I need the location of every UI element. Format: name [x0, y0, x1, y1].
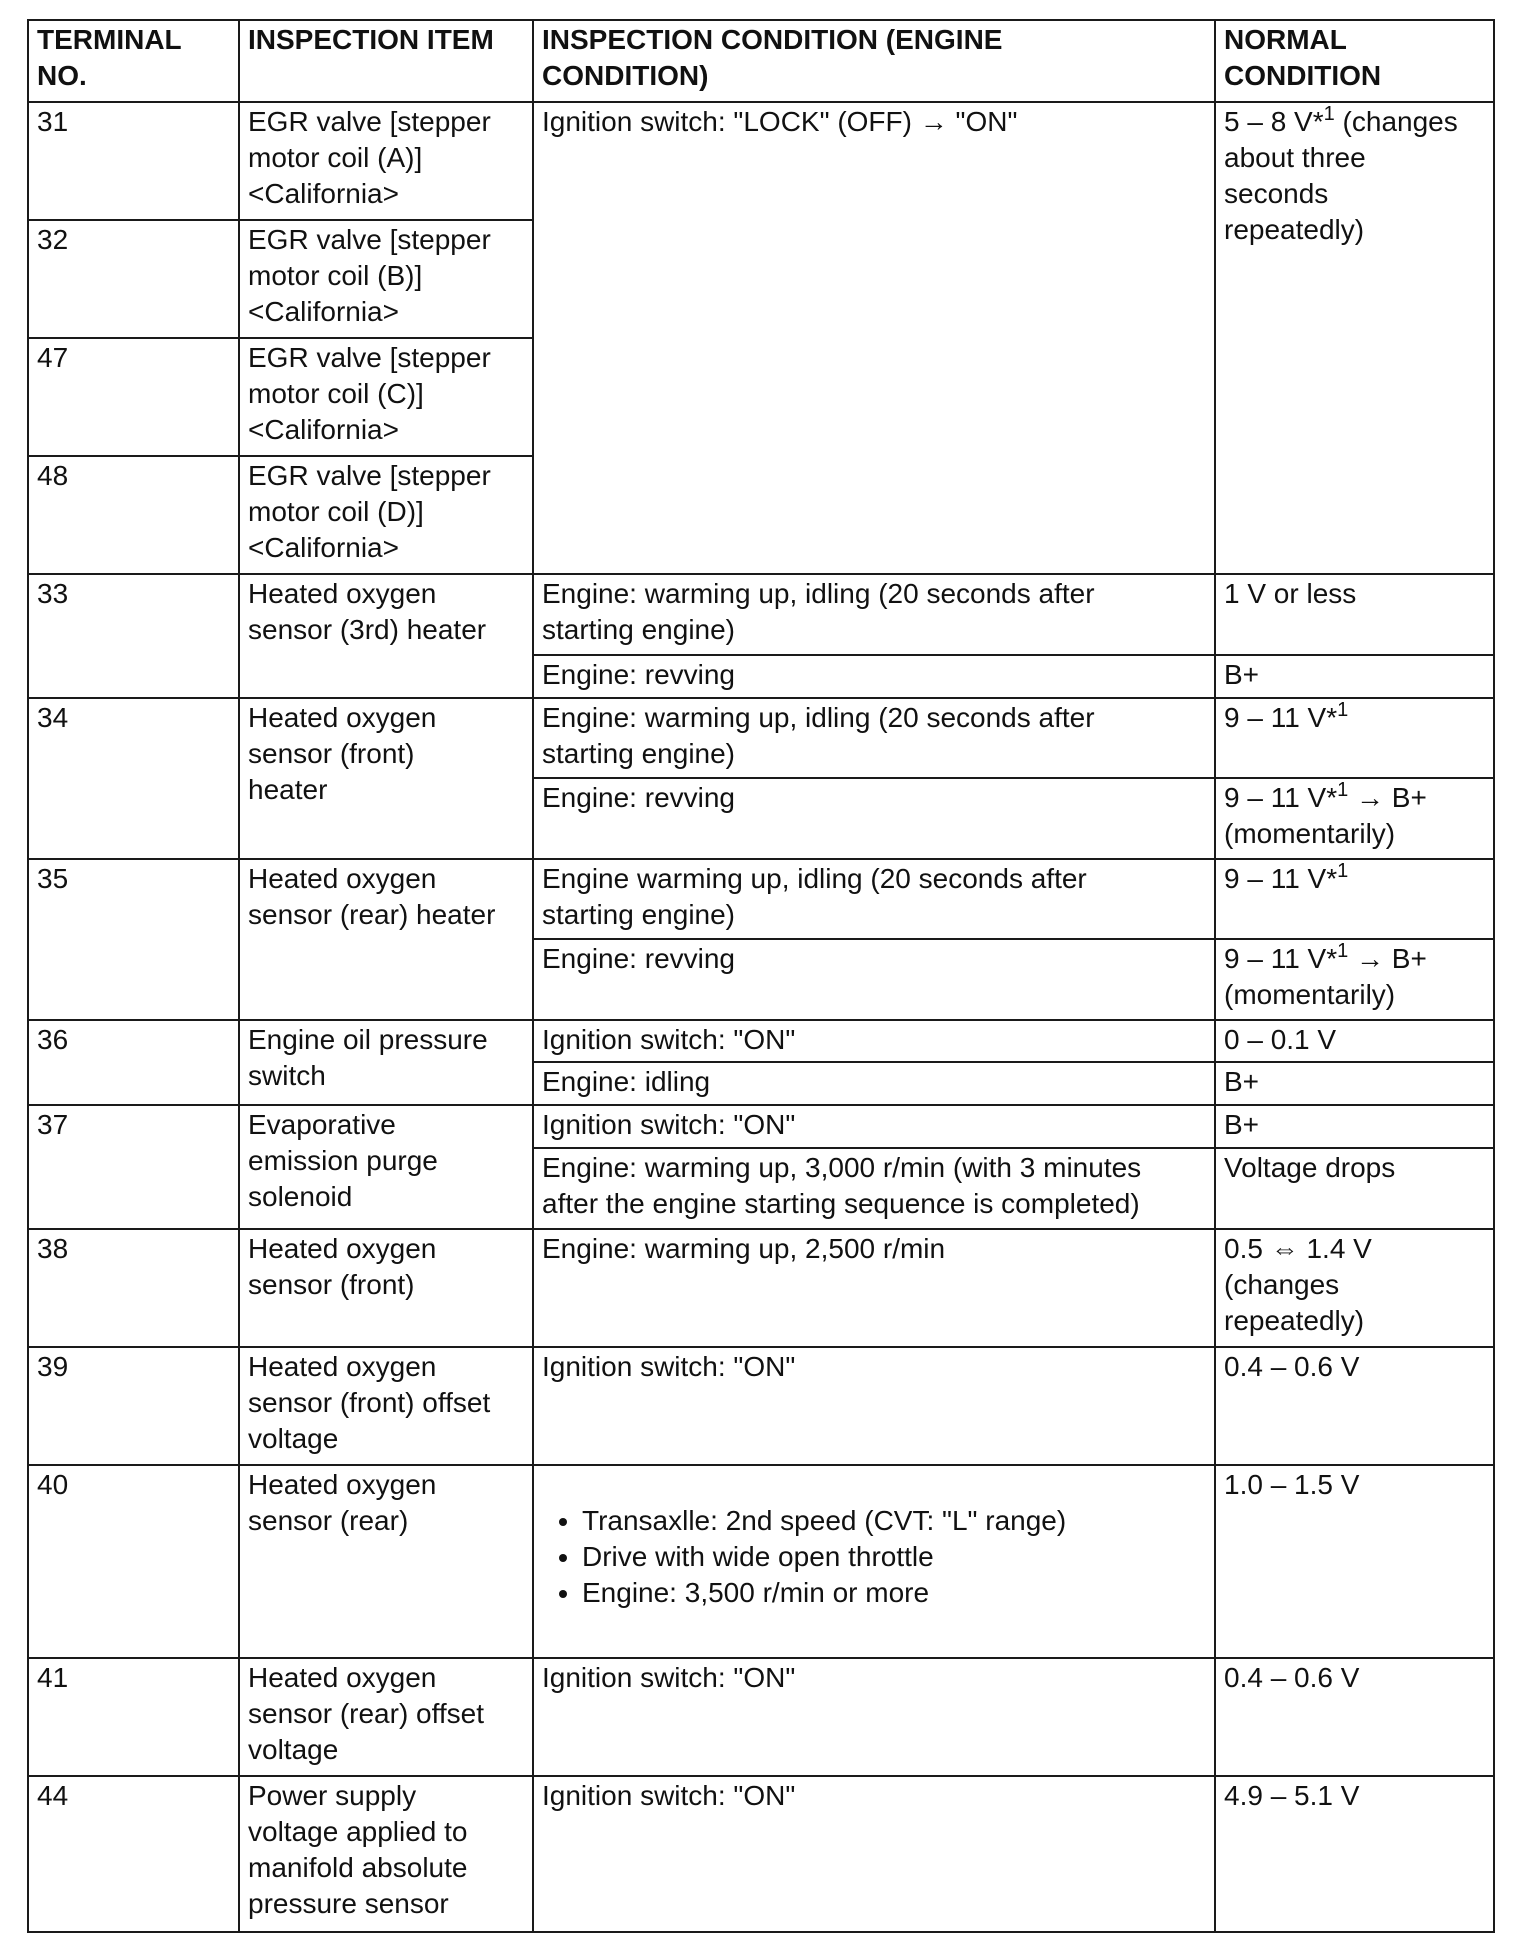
inspection-condition-cell: Engine: revving: [533, 655, 1215, 698]
terminal-no-cell: 41: [28, 1658, 239, 1776]
inspection-item-cell: Heated oxygen sensor (front) heater: [239, 698, 533, 859]
table-row: [28, 1776, 1494, 1932]
header-row: [28, 20, 1494, 102]
footnote-mark: 1: [1337, 698, 1349, 721]
normal-condition-cell: 0.4 – 0.6 V: [1215, 1658, 1494, 1776]
inspection-condition-cell: Engine: warming up, 2,500 r/min: [533, 1229, 1215, 1347]
normal-value: 9 – 11 V*: [1224, 701, 1338, 733]
terminal-no-cell: 31: [28, 102, 239, 220]
normal-condition-cell: 0.5 ⇔ 1.4 V (changes repeatedly): [1215, 1229, 1494, 1347]
normal-value: 9 – 11 V*: [1224, 782, 1338, 814]
normal-value: 9 – 11 V*: [1224, 943, 1338, 975]
table-row: [28, 1229, 1494, 1347]
inspection-condition-cell: Ignition switch: "ON": [533, 1658, 1215, 1776]
inspection-condition-cell: Engine warming up, idling (20 seconds after starting engine): [533, 859, 1215, 939]
table-row: [28, 1347, 1494, 1465]
inspection-condition-cell: [533, 1465, 1215, 1658]
inspection-table: [27, 19, 1495, 1933]
normal-condition-cell: [1215, 778, 1494, 858]
inspection-item-cell: EGR valve [stepper motor coil (D)] <California>: [239, 456, 533, 574]
terminal-no-cell: 40: [28, 1465, 239, 1658]
condition-bullet: • Drive with wide open throttle: [582, 1539, 1206, 1575]
footnote-mark: 1: [1337, 779, 1349, 802]
table-row: [28, 1658, 1494, 1776]
terminal-no-cell: 36: [28, 1020, 239, 1106]
inspection-item-cell: Evaporative emission purge solenoid: [239, 1105, 533, 1228]
footnote-mark: 1: [1323, 103, 1335, 125]
normal-value-note: → B+ (momentarily): [1224, 782, 1427, 850]
normal-condition-cell: 1.0 – 1.5 V: [1215, 1465, 1494, 1658]
condition-bullet: • Transaxlle: 2nd speed (CVT: "L" range): [582, 1503, 1206, 1539]
inspection-item-cell: EGR valve [stepper motor coil (B)] <California>: [239, 220, 533, 338]
header-terminal-no: TERMINAL NO.: [28, 20, 239, 102]
normal-condition-cell: Voltage drops: [1215, 1148, 1494, 1228]
inspection-item-cell: Heated oxygen sensor (3rd) heater: [239, 574, 533, 697]
normal-condition-cell: [1215, 102, 1494, 574]
header-inspection-item: INSPECTION ITEM: [239, 20, 533, 102]
terminal-no-cell: 48: [28, 456, 239, 574]
normal-value: 9 – 11 V*: [1224, 862, 1338, 894]
header-normal-condition: NORMAL CONDITION: [1215, 20, 1494, 102]
normal-condition-cell: [1215, 698, 1494, 778]
inspection-item-cell: Heated oxygen sensor (front) offset voltage: [239, 1347, 533, 1465]
normal-value: 5 – 8 V*: [1224, 106, 1324, 137]
inspection-condition-cell: Ignition switch: "ON": [533, 1347, 1215, 1465]
normal-condition-cell: 0.4 – 0.6 V: [1215, 1347, 1494, 1465]
inspection-condition-cell: Ignition switch: "ON": [533, 1776, 1215, 1932]
terminal-no-cell: 32: [28, 220, 239, 338]
normal-condition-cell: [1215, 939, 1494, 1019]
table-row: [28, 698, 1494, 778]
terminal-no-cell: 35: [28, 859, 239, 1020]
inspection-item-cell: Heated oxygen sensor (front): [239, 1229, 533, 1347]
normal-value-note: → B+ (momentarily): [1224, 943, 1427, 1011]
table-row: [28, 859, 1494, 939]
terminal-no-cell: 39: [28, 1347, 239, 1465]
terminal-no-cell: 47: [28, 338, 239, 456]
inspection-condition-cell: Engine: warming up, 3,000 r/min (with 3 minutes after the engine starting sequence is completed): [533, 1148, 1215, 1228]
normal-condition-cell: [1215, 859, 1494, 939]
inspection-condition-cell: Engine: revving: [533, 939, 1215, 1019]
inspection-condition-cell: Ignition switch: "ON": [533, 1020, 1215, 1063]
inspection-item-cell: Engine oil pressure switch: [239, 1020, 533, 1106]
normal-condition-cell: B+: [1215, 1105, 1494, 1148]
footnote-mark: 1: [1337, 859, 1349, 882]
table-row: [28, 574, 1494, 654]
normal-condition-cell: B+: [1215, 1062, 1494, 1105]
terminal-no-cell: 34: [28, 698, 239, 859]
normal-condition-cell: 4.9 – 5.1 V: [1215, 1776, 1494, 1932]
terminal-no-cell: 37: [28, 1105, 239, 1228]
normal-condition-cell: B+: [1215, 655, 1494, 698]
inspection-item-cell: Power supply voltage applied to manifold absolute pressure sensor: [239, 1776, 533, 1932]
inspection-condition-cell: Engine: idling: [533, 1062, 1215, 1105]
inspection-item-cell: EGR valve [stepper motor coil (C)] <California>: [239, 338, 533, 456]
inspection-item-cell: Heated oxygen sensor (rear) heater: [239, 859, 533, 1020]
condition-bullet-list: [542, 1503, 1206, 1611]
table-row: [28, 1020, 1494, 1063]
inspection-item-cell: Heated oxygen sensor (rear) offset voltage: [239, 1658, 533, 1776]
inspection-condition-cell: Engine: warming up, idling (20 seconds after starting engine): [533, 574, 1215, 654]
table-row: [28, 1105, 1494, 1148]
table-row: [28, 102, 1494, 220]
inspection-condition-cell: Ignition switch: "LOCK" (OFF) → "ON": [533, 102, 1215, 574]
header-inspection-condition: INSPECTION CONDITION (ENGINE CONDITION): [533, 20, 1215, 102]
inspection-condition-cell: Engine: revving: [533, 778, 1215, 858]
inspection-item-cell: EGR valve [stepper motor coil (A)] <California>: [239, 102, 533, 220]
normal-value-note: (changes about three seconds repeatedly): [1224, 106, 1458, 245]
condition-bullet: • Engine: 3,500 r/min or more: [582, 1575, 1206, 1611]
inspection-item-cell: Heated oxygen sensor (rear): [239, 1465, 533, 1658]
normal-condition-cell: 1 V or less: [1215, 574, 1494, 654]
inspection-condition-cell: Ignition switch: "ON": [533, 1105, 1215, 1148]
normal-condition-cell: 0 – 0.1 V: [1215, 1020, 1494, 1063]
terminal-no-cell: 33: [28, 574, 239, 697]
footnote-mark: 1: [1337, 940, 1349, 963]
inspection-condition-cell: Engine: warming up, idling (20 seconds after starting engine): [533, 698, 1215, 778]
terminal-no-cell: 38: [28, 1229, 239, 1347]
terminal-no-cell: 44: [28, 1776, 239, 1932]
table-row: [28, 1465, 1494, 1658]
